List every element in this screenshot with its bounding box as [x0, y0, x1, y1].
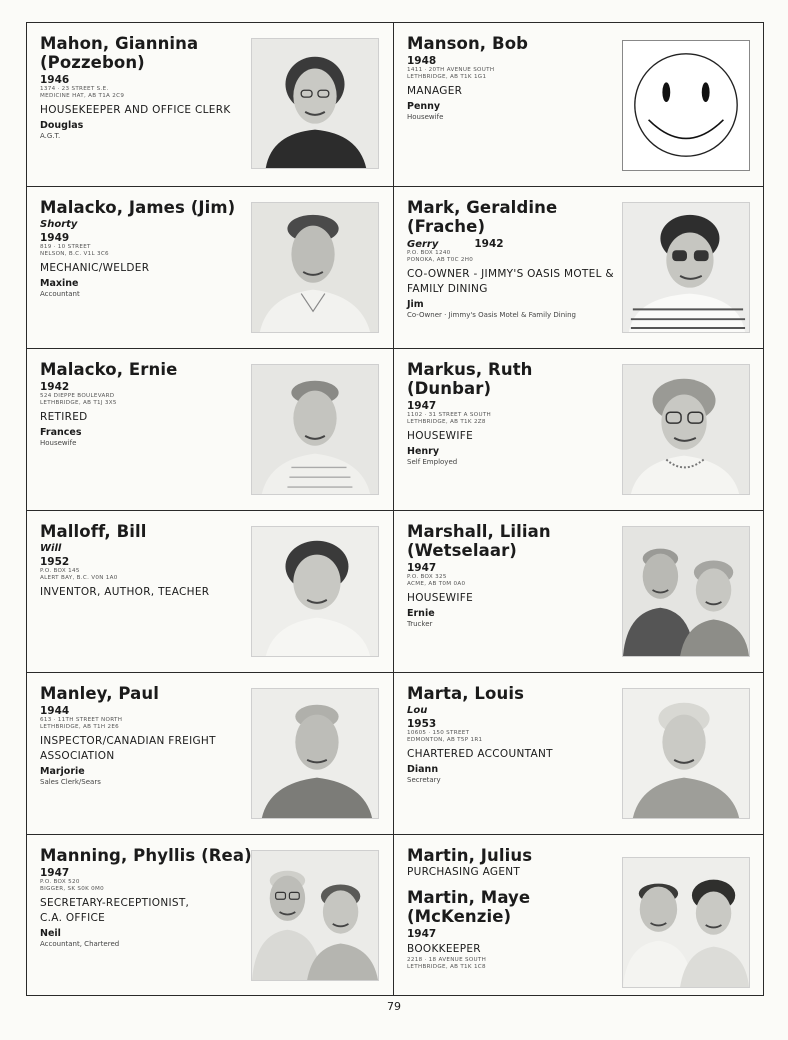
- entry-card: [394, 835, 763, 995]
- entry-address-line2: ALERT BAY, B.C. V0N 1A0: [40, 575, 118, 582]
- entry-address-line2: LETHBRIDGE, AB T1H 2E6: [40, 724, 120, 731]
- entry-text: [407, 360, 619, 466]
- portrait-photo: [251, 38, 379, 169]
- entry-spouse: Neil: [40, 927, 61, 939]
- entry-spouse: Diann: [407, 763, 439, 775]
- entry-address-line2: LETHBRIDGE, AB T1K 1C8: [407, 964, 486, 971]
- entry-address-line2: BIGGER, SK S0K 0M0: [40, 886, 105, 893]
- entry-card: [394, 511, 763, 673]
- entry-nickname: Shorty: [40, 219, 78, 230]
- entry-text: [407, 198, 619, 319]
- entry-text: [40, 34, 252, 140]
- entry-occupation: MECHANIC/WELDER: [40, 261, 150, 274]
- entry-address-line2: LETHBRIDGE, AB T1J 3X5: [40, 400, 117, 407]
- entry-address-line2: NELSON, B.C. V1L 3C6: [40, 251, 109, 258]
- entry-occupation: HOUSEWIFE: [407, 429, 473, 442]
- entry-name: Martin, Julius: [407, 846, 533, 865]
- entry-year: 1947: [407, 562, 437, 574]
- entry-name: Markus, Ruth (Dunbar): [407, 360, 533, 398]
- portrait-photo: [622, 202, 750, 333]
- entry-nickname: Lou: [407, 705, 428, 716]
- entry-address-line1: P.O. BOX 520: [40, 879, 80, 885]
- entry-occupation: HOUSEKEEPER AND OFFICE CLERK: [40, 103, 231, 116]
- entry-name: Malloff, Bill: [40, 522, 147, 541]
- entry-name: Mark, Geraldine (Frache): [407, 198, 558, 236]
- entry-year: 1946: [40, 74, 70, 86]
- entry-name: Manson, Bob: [407, 34, 529, 53]
- entry-spouse-occupation: Secretary: [407, 775, 441, 784]
- entry-year: 1952: [40, 556, 70, 568]
- portrait-photo: [251, 202, 379, 333]
- entry-spouse-occupation: Accountant, Chartered: [40, 939, 120, 948]
- entry-spouse-occupation: Co-Owner · Jimmy's Oasis Motel & Family Dining: [407, 310, 576, 319]
- entry-year: 1942: [474, 238, 504, 250]
- entry-year: 1947: [40, 867, 70, 879]
- page-number: 79: [387, 1000, 401, 1013]
- entry-address-line2: PONOKA, AB T0C 2H0: [407, 257, 474, 264]
- entry-spouse: Ernie: [407, 607, 435, 619]
- entry-occupation: CHARTERED ACCOUNTANT: [407, 747, 553, 760]
- entry-card: [27, 23, 394, 187]
- entry-spouse-occupation: Self Employed: [407, 457, 458, 466]
- entry-nickname: Will: [40, 543, 62, 554]
- entry-year: 1953: [407, 718, 437, 730]
- couple-photo: [622, 857, 750, 988]
- entry-spouse-occupation: Housewife: [40, 438, 77, 447]
- entry-card: [394, 673, 763, 835]
- couple-photo: [251, 850, 379, 981]
- entry-spouse: Frances: [40, 426, 82, 438]
- entry-spouse: Marjorie: [40, 765, 85, 777]
- entry-occupation-top: PURCHASING AGENT: [407, 866, 521, 878]
- entry-text: [40, 684, 252, 786]
- entry-text: [40, 846, 252, 948]
- entry-nickname: Gerry: [407, 239, 439, 250]
- entry-address-line1: 1102 · 31 STREET A SOUTH: [407, 412, 492, 418]
- entry-name: Manley, Paul: [40, 684, 160, 703]
- entry-occupation: SECRETARY-RECEPTIONIST, C.A. OFFICE: [40, 896, 190, 924]
- entry-address-line1: 524 DIEPPE BOULEVARD: [40, 393, 115, 399]
- entry-text: [407, 34, 619, 121]
- entry-address-line1: P.O. BOX 1240: [407, 250, 451, 256]
- entry-spouse: Douglas: [40, 119, 84, 131]
- entry-card: [27, 349, 394, 511]
- entry-text: [40, 198, 252, 298]
- entry-spouse: Maxine: [40, 277, 79, 289]
- entry-text: [407, 522, 619, 628]
- entry-name: Malacko, James (Jim): [40, 198, 236, 217]
- entry-address-line1: 613 · 11TH STREET NORTH: [40, 717, 123, 723]
- entry-address-line1: 1411 · 20TH AVENUE SOUTH: [407, 67, 495, 73]
- entry-spouse: Jim: [407, 298, 424, 310]
- entry-spouse: Henry: [407, 445, 440, 457]
- entry-occupation: RETIRED: [40, 410, 88, 423]
- entry-address-line2: LETHBRIDGE, AB T1K 2Z8: [407, 419, 486, 426]
- entry-year: 1942: [40, 381, 70, 393]
- portrait-photo: [622, 364, 750, 495]
- entry-address-line2: MEDICINE HAT, AB T1A 2C9: [40, 93, 125, 100]
- directory-grid: [26, 22, 764, 996]
- entry-nickname-year-line: [407, 236, 619, 250]
- entry-spouse-occupation: Housewife: [407, 112, 444, 121]
- portrait-photo: [251, 526, 379, 657]
- entry-address-line2: ACME, AB T0M 0A0: [407, 581, 466, 588]
- portrait-photo: [251, 688, 379, 819]
- portrait-photo: [622, 688, 750, 819]
- entry-name: Manning, Phyllis (Rea): [40, 846, 252, 865]
- entry-address-line2: LETHBRIDGE, AB T1K 1G1: [407, 74, 487, 81]
- entry-year: 1944: [40, 705, 70, 717]
- entry-address-line1: 1374 · 23 STREET S.E.: [40, 86, 109, 92]
- portrait-photo: [251, 364, 379, 495]
- entry-address-line1: 2218 · 18 AVENUE SOUTH: [407, 957, 487, 963]
- entry-spouse-occupation: Trucker: [407, 619, 433, 628]
- entry-card: [27, 187, 394, 349]
- entry-address-line1: 819 · 10 STREET: [40, 244, 91, 250]
- entry-text: [407, 684, 619, 784]
- entry-occupation: CO-OWNER - JIMMY'S OASIS MOTEL & FAMILY DINING: [407, 267, 614, 295]
- entry-address-line1: P.O. BOX 325: [407, 574, 447, 580]
- entry-occupation: INVENTOR, AUTHOR, TEACHER: [40, 585, 210, 598]
- entry-spouse: Penny: [407, 100, 441, 112]
- entry-year: 1949: [40, 232, 70, 244]
- entry-year: 1947: [407, 400, 437, 412]
- entry-card: [27, 511, 394, 673]
- entry-text: [40, 360, 252, 447]
- entry-occupation: BOOKKEEPER: [407, 943, 481, 955]
- entry-spouse-occupation: Accountant: [40, 289, 80, 298]
- entry-name-second: Martin, Maye (McKenzie): [407, 888, 531, 926]
- entry-occupation: INSPECTOR/CANADIAN FREIGHT ASSOCIATION: [40, 734, 216, 762]
- entry-occupation: HOUSEWIFE: [407, 591, 473, 604]
- couple-photo: [622, 526, 750, 657]
- entry-name: Marta, Louis: [407, 684, 524, 703]
- entry-name: Malacko, Ernie: [40, 360, 178, 379]
- entry-spouse-occupation: A.G.T.: [40, 131, 61, 140]
- entry-text: [407, 846, 619, 972]
- entry-address-line1: 10605 · 150 STREET: [407, 730, 470, 736]
- entry-card: [27, 835, 394, 995]
- entry-card: [394, 23, 763, 187]
- entry-name: Mahon, Giannina (Pozzebon): [40, 34, 199, 72]
- entry-occupation: MANAGER: [407, 84, 463, 97]
- entry-card: [394, 349, 763, 511]
- entry-card: [394, 187, 763, 349]
- entry-name: Marshall, Lilian (Wetselaar): [407, 522, 551, 560]
- entry-year: 1947: [407, 928, 437, 940]
- entry-year: 1948: [407, 55, 437, 67]
- entry-address-line1: P.O. BOX 145: [40, 568, 80, 574]
- entry-card: [27, 673, 394, 835]
- smiley-face-icon: [622, 40, 750, 171]
- entry-address-line2: EDMONTON, AB T5P 1R1: [407, 737, 483, 744]
- entry-spouse-occupation: Sales Clerk/Sears: [40, 777, 101, 786]
- entry-text: [40, 522, 252, 600]
